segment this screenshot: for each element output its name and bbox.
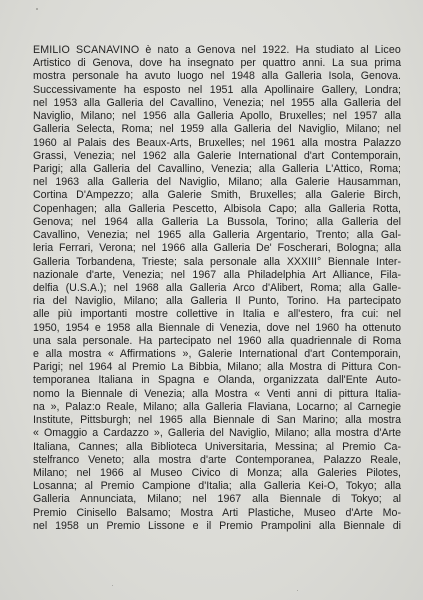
text-line: Cortina D'Ampezzo; alla Galerie Smith, Bruxelles; alla Galerie Birch, <box>33 189 401 202</box>
text-line: Grassi, Venezia; nel 1962 alla Galerie International d'art Contemporain, <box>33 149 401 162</box>
text-line: Copenhagen; alla Galleria Pescetto, Albisola Capo; alla Galleria Rotta, <box>33 202 401 215</box>
text-line: Institute, Pittsburgh; nel 1965 alla Biennale di San Marino; alla mostra <box>33 414 401 427</box>
text-line: 1960 al Palais des Beaux-Arts, Bruxelles; nel 1961 alla mostra Palazzo <box>33 136 401 149</box>
paper-speck <box>112 585 113 586</box>
text-line: Galleria Selecta, Roma; nel 1959 alla Galleria del Naviglio, Milano; nel <box>33 123 401 136</box>
text-line: nel 1953 alla Galleria del Cavallino, Venezia; nel 1955 alla Galleria del <box>33 96 401 109</box>
text-line: Cavallino, Venezia; nel 1965 alla Galleria Argentario, Trento; alla Gal- <box>33 229 401 242</box>
text-line: Premio Cinisello Balsamo; Mostra Arti Plastiche, Museo d'Arte Mo- <box>33 506 401 519</box>
text-line: delfia (U.S.A.); nel 1968 alla Galleria Arco d'Alibert, Roma; alla Galle- <box>33 281 401 294</box>
text-line: nel 1958 un Premio Lissone e il Premio Prampolini alla Biennale di <box>33 519 401 532</box>
text-line: mostra personale ha avuto luogo nel 1948 alla Galleria Isola, Genova. <box>33 70 401 83</box>
text-line: stelfranco Veneto; alla mostra d'arte Contemporanea, Palazzo Reale, <box>33 453 401 466</box>
text-line: una sala personale. Ha partecipato nel 1960 alla quadriennale di Roma <box>33 334 401 347</box>
text-line: Galleria Torbandena, Trieste; sala personale alla XXXIII° Biennale Inter- <box>33 255 401 268</box>
biography-text <box>33 44 401 533</box>
text-line: Successivamente ha esposto nel 1951 alla Apollinaire Gallery, Londra; <box>33 83 401 96</box>
text-line: Galleria Annunciata, Milano; nel 1967 alla Biennale di Tokyo; al <box>33 493 401 506</box>
text-line: Naviglio, Milano; nel 1956 alla Galleria Apollo, Bruxelles; nel 1957 alla <box>33 110 401 123</box>
text-line: temporanea Italiana in Spagna e Olanda, organizzata dall'Ente Auto- <box>33 374 401 387</box>
text-line: nel 1963 alla Galleria del Naviglio, Milano; alla Galerie Hausamman, <box>33 176 401 189</box>
text-line: Genova; nel 1964 alla Galleria La Bussola, Torino; alla Galleria del <box>33 215 401 228</box>
text-line: na », Palaz:o Reale, Milano; alla Galleria Flaviana, Locarno; al Carnegie <box>33 400 401 413</box>
text-line: Parigi; nel 1964 al Premio La Bibbia, Milano; alla Mostra di Pittura Con- <box>33 361 401 374</box>
paper-speck <box>297 590 298 591</box>
text-line: ria del Naviglio, Milano; alla Galleria Il Punto, Torino. Ha partecipato <box>33 295 401 308</box>
text-line: alle più importanti mostre collettive in Italia e all'estero, fra cui: nel <box>33 308 401 321</box>
text-line: nazionale d'arte, Venezia; nel 1967 alla Philadelphia Art Alliance, Fila- <box>33 268 401 281</box>
text-line: « Omaggio a Cardazzo », Galleria del Naviglio, Milano; alla mostra d'Arte <box>33 427 401 440</box>
text-line: 1950, 1954 e 1958 alla Biennale di Venezia, dove nel 1960 ha ottenuto <box>33 321 401 334</box>
text-line: e alla mostra « Affirmations », Galerie International d'art Contemporain, <box>33 348 401 361</box>
paper-speck <box>36 8 38 10</box>
text-line: Parigi; alla Galleria del Cavallino, Venezia; alla Galleria L'Attico, Roma; <box>33 162 401 175</box>
text-line: nomo la Biennale di Venezia; alla Mostra « Venti anni di pittura Italia- <box>33 387 401 400</box>
text-line: Losanna; al Premio Campione d'Italia; alla Galleria Kei-O, Tokyo; alla <box>33 480 401 493</box>
text-line: leria Ferrari, Verona; nel 1966 alla Galleria De' Foscherari, Bologna; alla <box>33 242 401 255</box>
text-line: Milano; nel 1966 al Museo Civico di Monza; alla Galeries Pilotes, <box>33 467 401 479</box>
text-line: EMILIO SCANAVINO è nato a Genova nel 1922. Ha studiato al Liceo <box>33 44 401 56</box>
text-line: Artistico di Genova, dove ha insegnato per quattro anni. La sua prima <box>33 57 401 70</box>
text-line: Italiana, Cannes; alla Biblioteca Universitaria, Messina; al Premio Ca- <box>33 440 401 453</box>
